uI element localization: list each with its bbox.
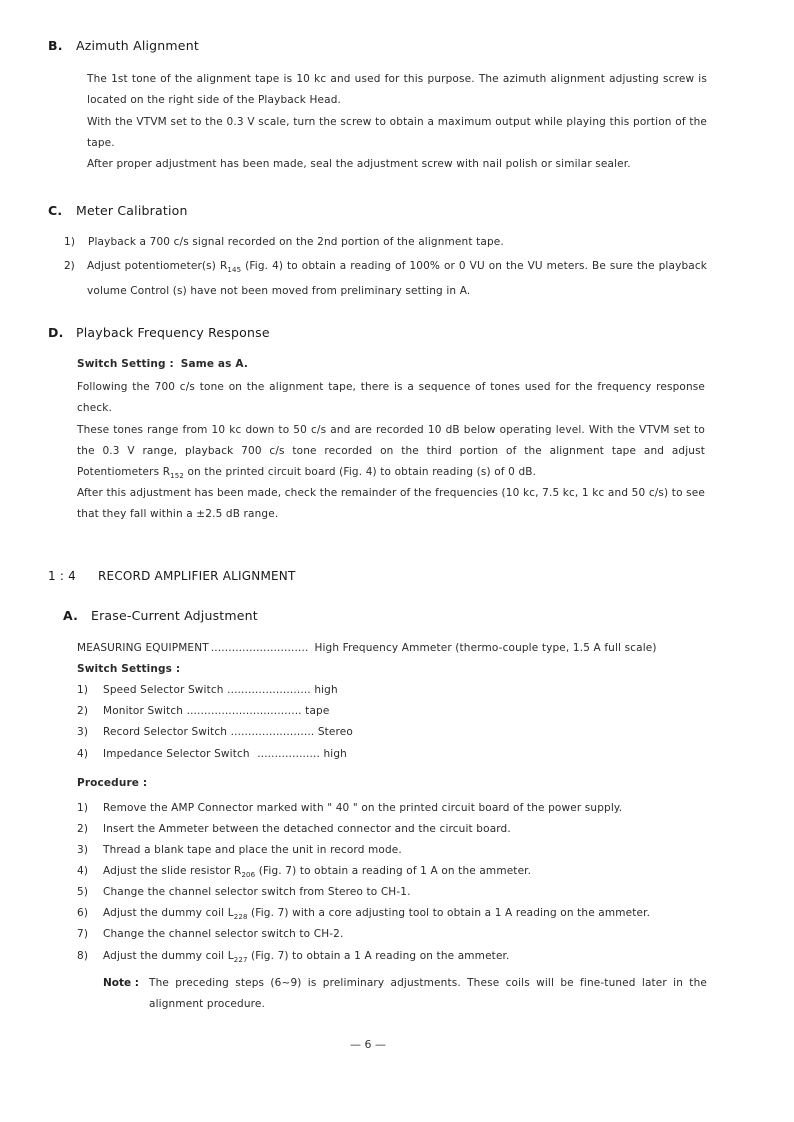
procedure-step: 2) Insert the Ammeter between the detached connector and the circuit board. bbox=[77, 823, 511, 835]
procedure-step: 6) Adjust the dummy coil $L_{228}$ (Fig. 7) with a core adjusting tool to obtain a 1 A reading on the ammeter. bbox=[77, 907, 651, 922]
section-d-letter: D. bbox=[48, 325, 64, 340]
section-d-paragraph-2: These tones range from 10 kc down to 50 c/s and are recorded 10 dB below operating level. With the VTVM set to the 0.3 V range, playback 700 c/s tone recorded on the third portion of the alignment tape and adjust Potentiometers $R_{152}$ on the printed circuit board (Fig. 4) to obtain reading (s) of 0 dB. bbox=[77, 424, 705, 481]
procedure-label: Procedure : bbox=[77, 777, 148, 789]
l228-subscript: 228 bbox=[233, 913, 248, 922]
setting-row: 1) Speed Selector Switch ........................ high bbox=[77, 684, 338, 696]
section-d-paragraph-1: Following the 700 c/s tone on the alignment tape, there is a sequence of tones used for the frequency response check. bbox=[77, 381, 705, 414]
section-1-4-heading bbox=[48, 569, 296, 583]
switch-settings-label: Switch Settings : bbox=[77, 663, 181, 675]
procedure-step: 8) Adjust the dummy coil $L_{227}$ (Fig. 7) to obtain a 1 A reading on the ammeter. bbox=[77, 950, 510, 965]
section-a-title: Erase-Current Adjustment bbox=[91, 608, 258, 623]
section-d-heading bbox=[48, 325, 270, 340]
section-b-letter: B. bbox=[48, 38, 63, 53]
setting-row: 2) Monitor Switch ................................. tape bbox=[77, 705, 330, 717]
meter-item-1-number: 1) bbox=[64, 236, 76, 248]
setting-value: high bbox=[314, 684, 338, 696]
switch-setting-label: Switch Setting : bbox=[77, 358, 174, 370]
setting-value: tape bbox=[305, 705, 330, 717]
note-block bbox=[103, 973, 707, 1015]
section-b-paragraph-3: After proper adjustment has been made, seal the adjustment screw with nail polish or similar sealer. bbox=[87, 158, 631, 170]
section-c-letter: C. bbox=[48, 203, 63, 218]
meter-item-1 bbox=[64, 236, 504, 248]
procedure-step: 7) Change the channel selector switch to CH-2. bbox=[77, 928, 344, 940]
procedure-step: 5) Change the channel selector switch from Stereo to CH-1. bbox=[77, 886, 411, 898]
r145-subscript: 145 bbox=[227, 266, 242, 275]
section-c-heading bbox=[48, 203, 188, 218]
section-1-4-number: 1 : 4 bbox=[48, 569, 76, 583]
l227-subscript: 227 bbox=[233, 956, 248, 965]
section-d-title: Playback Frequency Response bbox=[76, 325, 270, 340]
r152-subscript: 152 bbox=[170, 472, 184, 481]
switch-setting-value: Same as A. bbox=[180, 358, 248, 370]
measuring-equipment bbox=[77, 642, 657, 654]
note-text: The preceding steps (6~9) is preliminary adjustments. These coils will be fine-tuned later in the alignment procedure. bbox=[149, 977, 707, 1010]
note-label: Note : bbox=[103, 977, 139, 989]
meter-item-2 bbox=[64, 256, 707, 302]
procedure-step: 1) Remove the AMP Connector marked with " 40 " on the printed circuit board of the power supply. bbox=[77, 802, 623, 814]
section-b-title: Azimuth Alignment bbox=[76, 38, 199, 53]
meter-item-2-number: 2) bbox=[64, 260, 75, 272]
page-number: — 6 — bbox=[350, 1038, 386, 1051]
section-b-paragraph-2: With the VTVM set to the 0.3 V scale, turn the screw to obtain a maximum output while playing this portion of the tape. bbox=[87, 116, 707, 149]
meter-item-1-text: Playback a 700 c/s signal recorded on the 2nd portion of the alignment tape. bbox=[88, 236, 504, 248]
setting-value: Stereo bbox=[317, 726, 353, 738]
measuring-equipment-dots: ............................ bbox=[210, 642, 309, 654]
r206-subscript: 206 bbox=[241, 871, 256, 880]
section-b-heading bbox=[48, 38, 199, 53]
section-1-4-title: RECORD AMPLIFIER ALIGNMENT bbox=[98, 569, 296, 583]
setting-value: high bbox=[323, 748, 347, 760]
procedure-step: 4) Adjust the slide resistor $R_{206}$ (Fig. 7) to obtain a reading of 1 A on the ammeter. bbox=[77, 865, 532, 880]
setting-row: 4) Impedance Selector Switch .................. high bbox=[77, 748, 347, 760]
measuring-equipment-value: High Frequency Ammeter (thermo-couple type, 1.5 A full scale) bbox=[314, 642, 657, 654]
section-a-letter: A. bbox=[63, 608, 79, 623]
procedure-step: 3) Thread a blank tape and place the unit in record mode. bbox=[77, 844, 402, 856]
section-d-paragraph-3: After this adjustment has been made, check the remainder of the frequencies (10 kc, 7.5 kc, 1 kc and 50 c/s) to see that they fall within a ±2.5 dB range. bbox=[77, 487, 705, 520]
section-c-title: Meter Calibration bbox=[76, 203, 188, 218]
section-b-paragraph-1: The 1st tone of the alignment tape is 10 kc and used for this purpose. The azimuth alignment adjusting screw is located on the right side of the Playback Head. bbox=[87, 73, 707, 106]
setting-row: 3) Record Selector Switch ........................ Stereo bbox=[77, 726, 353, 738]
meter-item-2-text: Adjust potentiometer(s) $R_{145}$ (Fig. 4) to obtain a reading of 100% or 0 VU on the VU meters. Be sure the playback volume Control (s) have not been moved from preliminary setting in A. bbox=[87, 260, 707, 298]
playback-switch-setting bbox=[77, 358, 248, 370]
measuring-equipment-label: MEASURING EQUIPMENT bbox=[77, 642, 209, 654]
section-a-heading bbox=[63, 608, 258, 623]
